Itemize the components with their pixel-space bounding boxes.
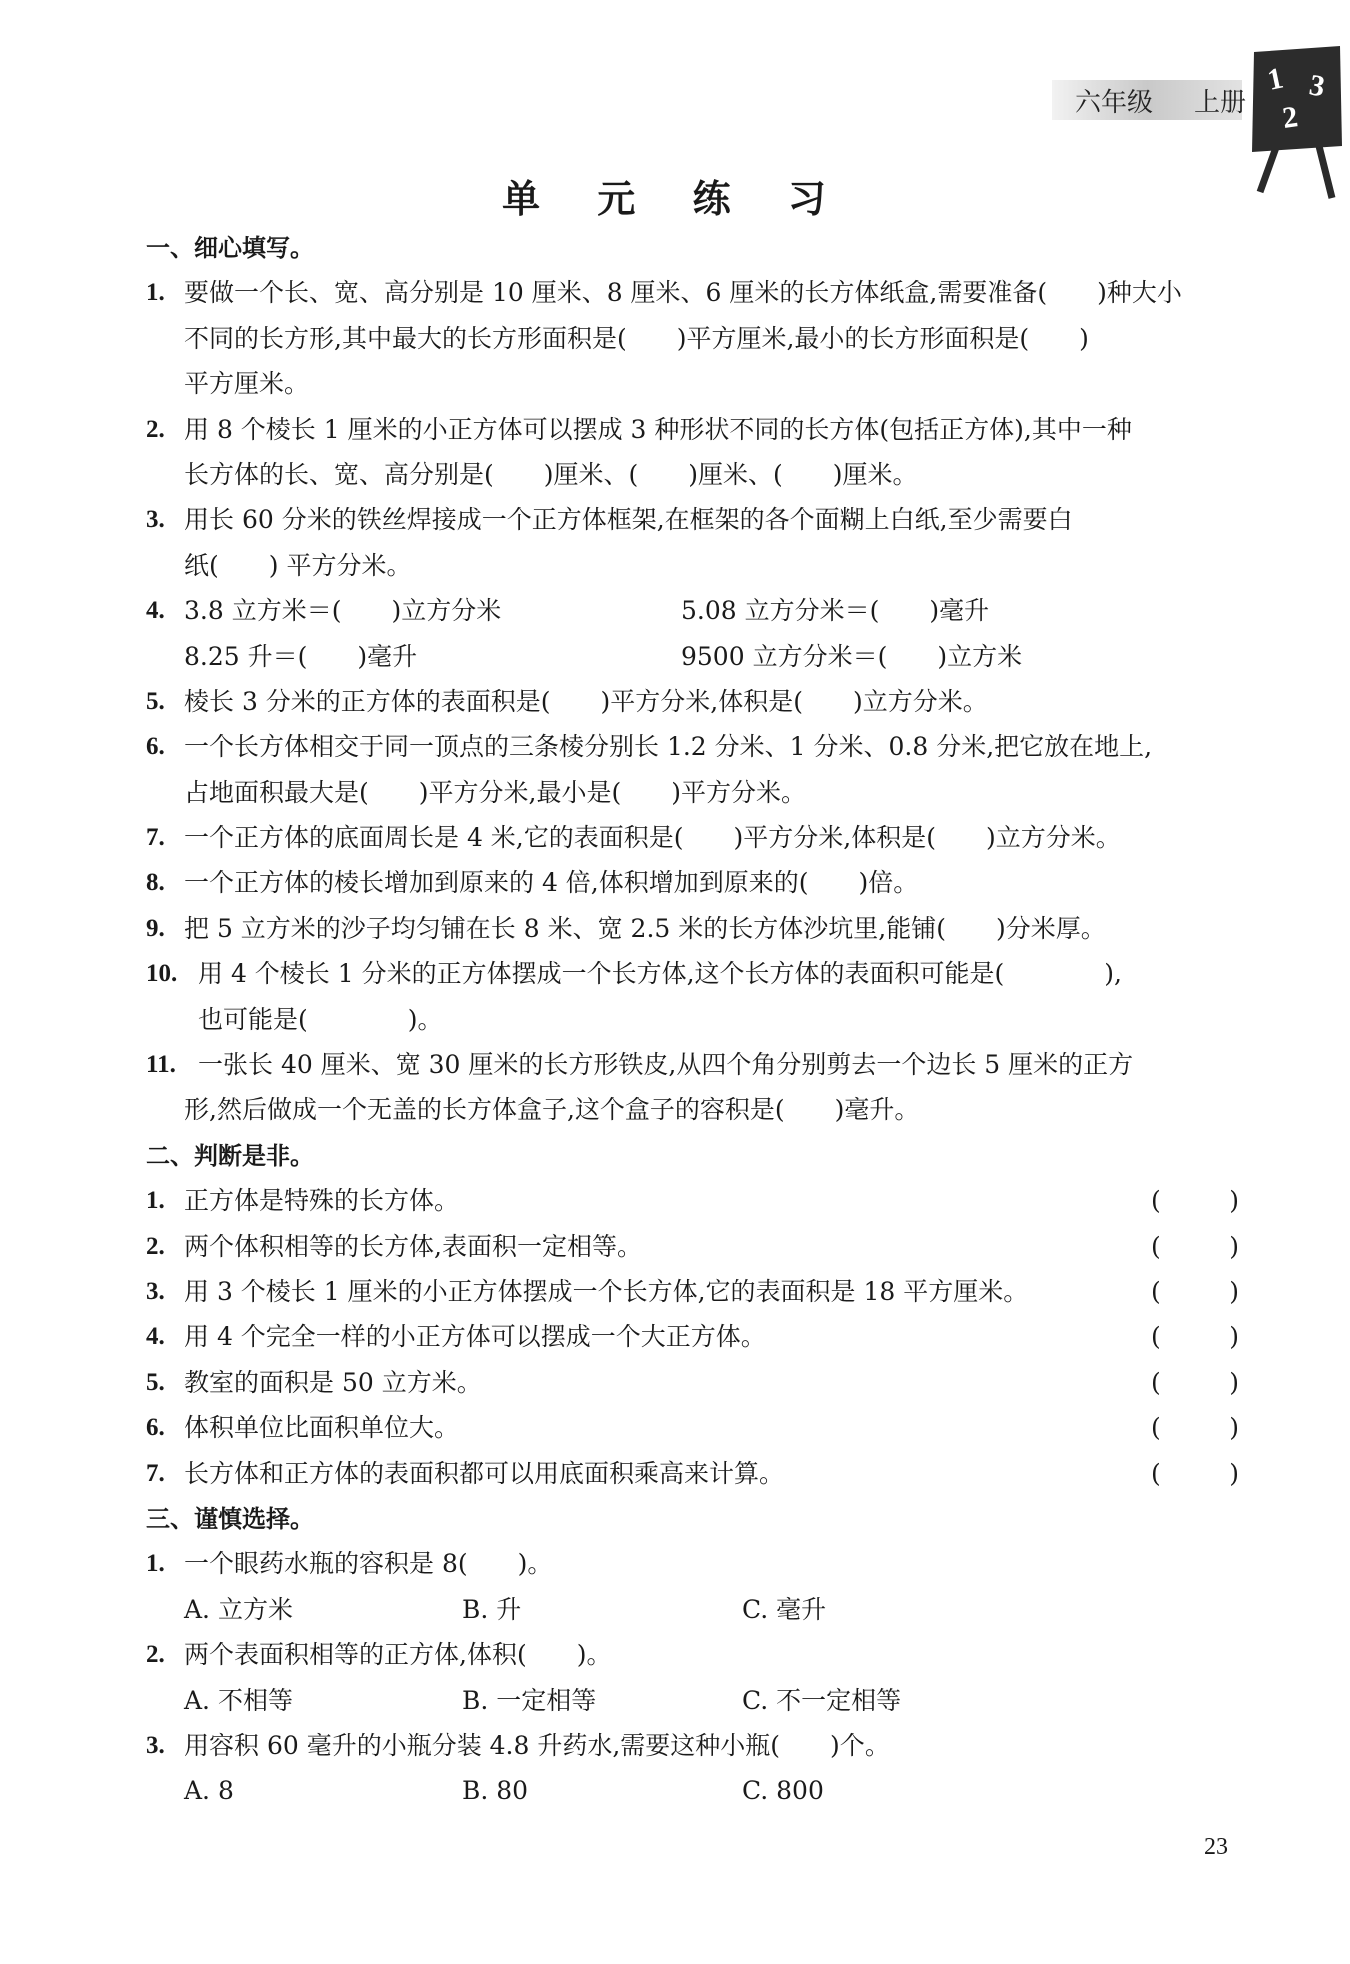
page-title: 单 元 练 习 (502, 177, 848, 221)
choice-options (146, 1678, 1246, 1723)
section-heading: 二、判断是非。 (146, 1141, 314, 1170)
logo-digit-3: 3 (1306, 68, 1328, 104)
choice-question: 3. 用容积 60 毫升的小瓶分装 4.8 升药水,需要这种小瓶( )个。 (146, 1730, 890, 1760)
judge-item: 4. 用 4 个完全一样的小正方体可以摆成一个大正方体。 ( ) (146, 1322, 1239, 1352)
question-11: 11. 一张长 40 厘米、宽 30 厘米的长方形铁皮,从四个角分别剪去一个边长 5 厘米的正方 (146, 1050, 1134, 1080)
section-heading: 一、细心填写。 (146, 234, 314, 262)
question-11-cont: 形,然后做成一个无盖的长方体盒子,这个盒子的容积是( )毫升。 (184, 1095, 920, 1125)
choice-question: 2. 两个表面积相等的正方体,体积( )。 (146, 1640, 612, 1670)
question-1: 1. 要做一个长、宽、高分别是 10 厘米、8 厘米、6 厘米的长方体纸盒,需要准备( )种大小 (146, 278, 1182, 308)
logo-digit-1: 1 (1264, 61, 1287, 97)
option-a[interactable]: A. 立方米 (184, 1594, 293, 1624)
question-8: 8. 一个正方体的棱长增加到原来的 4 倍,体积增加到原来的( )倍。 (146, 868, 919, 898)
chalkboard (1252, 46, 1342, 152)
question-3-cont: 纸( ) 平方分米。 (184, 550, 412, 580)
question-4-cont: 8.25 升＝( )毫升 9500 立方分米＝( )立方米 (184, 641, 1023, 671)
judge-item: 6. 体积单位比面积单位大。 ( ) (146, 1413, 1239, 1443)
question-1-cont: 不同的长方形,其中最大的长方形面积是( )平方厘米,最小的长方形面积是( ) (184, 323, 1089, 353)
option-c[interactable]: C. 800 (742, 1776, 824, 1806)
page-number: 23 (1204, 1834, 1228, 1860)
option-b[interactable]: B. 80 (462, 1776, 529, 1806)
grade-label: 六年级 (1075, 88, 1154, 118)
question-3: 3. 用长 60 分米的铁丝焊接成一个正方体框架,在框架的各个面糊上白纸,至少需要白 (146, 505, 1073, 535)
question-9: 9. 把 5 立方米的沙子均匀铺在长 8 米、宽 2.5 米的长方体沙坑里,能铺( )分米厚。 (146, 913, 1106, 943)
option-b[interactable]: B. 升 (462, 1594, 522, 1624)
judge-item: 7. 长方体和正方体的表面积都可以用底面积乘高来计算。 ( ) (146, 1458, 1239, 1488)
question-10: 10. 用 4 个棱长 1 分米的正方体摆成一个长方体,这个长方体的表面积可能是( ), (146, 959, 1123, 989)
question-2: 2. 用 8 个棱长 1 厘米的小正方体可以摆成 3 种形状不同的长方体(包括正方体),其中一种 (146, 414, 1132, 444)
logo-digit-2: 2 (1280, 100, 1300, 135)
choice-options (146, 1768, 1246, 1813)
judge-item: 3. 用 3 个棱长 1 厘米的小正方体摆成一个长方体,它的表面积是 18 平方厘米。 ( ) (146, 1276, 1239, 1306)
option-c[interactable]: C. 不一定相等 (742, 1685, 902, 1715)
choice-options (146, 1587, 1246, 1632)
judge-item: 5. 教室的面积是 50 立方米。 ( ) (146, 1367, 1239, 1397)
question-6: 6. 一个长方体相交于同一顶点的三条棱分别长 1.2 分米、1 分米、0.8 分米,把它放在地上, (146, 732, 1153, 762)
option-b[interactable]: B. 一定相等 (462, 1685, 597, 1715)
option-c[interactable]: C. 毫升 (742, 1594, 827, 1624)
judge-item: 1. 正方体是特殊的长方体。 ( ) (146, 1186, 1239, 1216)
question-4: 4. 3.8 立方米＝( )立方分米 5.08 立方分米＝( )毫升 (146, 596, 990, 626)
question-5: 5. 棱长 3 分米的正方体的表面积是( )平方分米,体积是( )立方分米。 (146, 686, 988, 716)
question-1-cont: 平方厘米。 (184, 369, 310, 399)
option-a[interactable]: A. 不相等 (184, 1685, 293, 1715)
question-10-cont: 也可能是( )。 (198, 1004, 443, 1034)
question-2-cont: 长方体的长、宽、高分别是( )厘米、( )厘米、( )厘米。 (184, 459, 918, 489)
choice-question: 1. 一个眼药水瓶的容积是 8( )。 (146, 1549, 553, 1579)
question-6-cont: 占地面积最大是( )平方分米,最小是( )平方分米。 (184, 777, 806, 807)
judge-item: 2. 两个体积相等的长方体,表面积一定相等。 ( ) (146, 1231, 1239, 1261)
option-a[interactable]: A. 8 (184, 1776, 234, 1806)
worksheet-content (146, 225, 1246, 1814)
section-heading: 三、谨慎选择。 (146, 1504, 314, 1533)
question-7: 7. 一个正方体的底面周长是 4 米,它的表面积是( )平方分米,体积是( )立方分米。 (146, 823, 1121, 853)
term-label: 上册 (1194, 88, 1247, 118)
